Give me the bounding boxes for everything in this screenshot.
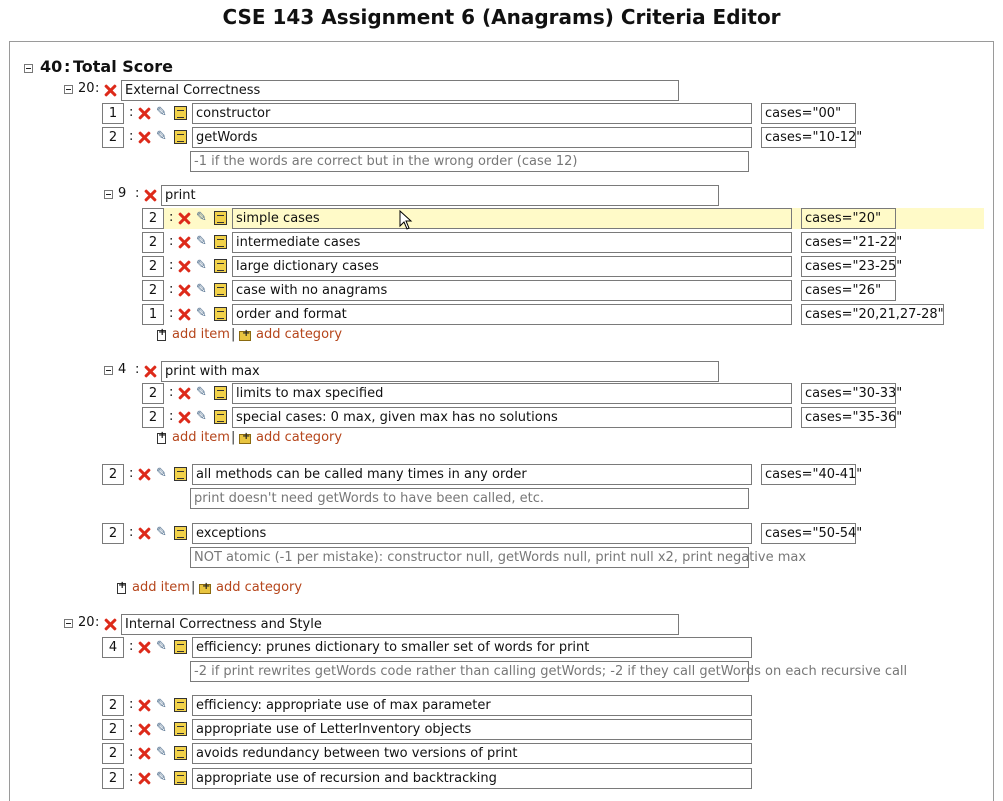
item-points-field[interactable]: 2: [142, 232, 164, 253]
item-description-field[interactable]: exceptions: [192, 523, 752, 544]
edit-item-icon[interactable]: ✎: [196, 258, 207, 273]
category-points: 4: [118, 362, 127, 377]
delete-item-icon[interactable]: [138, 723, 151, 736]
colon: :: [129, 770, 134, 785]
total-points: 40: [40, 57, 63, 76]
add-category-link[interactable]: add category: [256, 430, 343, 445]
item-description-field[interactable]: appropriate use of recursion and backtracking: [192, 768, 752, 789]
delete-category-icon[interactable]: [144, 189, 157, 202]
collapse-toggle-icon[interactable]: [64, 619, 73, 628]
add-category-icon[interactable]: [239, 331, 251, 341]
item-note-field[interactable]: -1 if the words are correct but in the wrong order (case 12): [190, 151, 749, 172]
delete-item-icon[interactable]: [178, 212, 191, 225]
add-note-icon[interactable]: [174, 106, 187, 120]
delete-item-icon[interactable]: [178, 411, 191, 424]
category-points: 20: [78, 81, 95, 96]
category-title-field[interactable]: External Correctness: [121, 80, 679, 101]
item-points-field[interactable]: 4: [102, 637, 124, 658]
add-note-icon[interactable]: [214, 211, 227, 225]
item-cases-field[interactable]: cases="35-36": [801, 407, 896, 428]
edit-item-icon[interactable]: ✎: [156, 525, 167, 540]
item-points-field[interactable]: 1: [142, 304, 164, 325]
delete-item-icon[interactable]: [138, 527, 151, 540]
colon: :: [129, 525, 134, 540]
colon: :: [129, 129, 134, 144]
delete-category-icon[interactable]: [104, 84, 117, 97]
item-description-field[interactable]: case with no anagrams: [232, 280, 792, 301]
item-points-field[interactable]: 2: [142, 383, 164, 404]
add-note-icon[interactable]: [174, 746, 187, 760]
colon: :: [135, 186, 140, 201]
item-cases-field[interactable]: cases="20": [801, 208, 896, 229]
add-category-icon[interactable]: [239, 434, 251, 444]
item-points-field[interactable]: 2: [142, 407, 164, 428]
edit-item-icon[interactable]: ✎: [156, 466, 167, 481]
item-description-field[interactable]: special cases: 0 max, given max has no solutions: [232, 407, 792, 428]
add-item-icon[interactable]: [157, 330, 166, 341]
item-points-field[interactable]: 2: [142, 256, 164, 277]
delete-item-icon[interactable]: [178, 236, 191, 249]
item-points-field[interactable]: 2: [102, 695, 124, 716]
add-note-icon[interactable]: [214, 235, 227, 249]
link-separator: |: [191, 580, 196, 595]
edit-item-icon[interactable]: ✎: [196, 210, 207, 225]
collapse-toggle-icon[interactable]: [104, 190, 113, 199]
item-cases-field[interactable]: cases="40-41": [761, 464, 856, 485]
delete-item-icon[interactable]: [138, 699, 151, 712]
delete-item-icon[interactable]: [138, 107, 151, 120]
colon: :: [169, 409, 174, 424]
add-note-icon[interactable]: [174, 130, 187, 144]
delete-item-icon[interactable]: [138, 747, 151, 760]
colon: :: [129, 639, 134, 654]
delete-item-icon[interactable]: [178, 260, 191, 273]
item-cases-field[interactable]: cases="00": [761, 103, 856, 124]
colon: :: [169, 282, 174, 297]
add-item-link[interactable]: add item: [172, 430, 230, 445]
item-cases-field[interactable]: cases="26": [801, 280, 896, 301]
item-description-field[interactable]: efficiency: prunes dictionary to smaller set of words for print: [192, 637, 752, 658]
item-description-field[interactable]: all methods can be called many times in any order: [192, 464, 752, 485]
item-points-field[interactable]: 2: [102, 523, 124, 544]
item-points-field[interactable]: 2: [142, 280, 164, 301]
delete-item-icon[interactable]: [138, 468, 151, 481]
collapse-toggle-icon[interactable]: [104, 366, 113, 375]
edit-item-icon[interactable]: ✎: [196, 234, 207, 249]
link-separator: |: [231, 430, 236, 445]
mouse-cursor-icon: [399, 210, 413, 230]
edit-item-icon[interactable]: ✎: [196, 409, 207, 424]
item-description-field[interactable]: avoids redundancy between two versions of print: [192, 743, 752, 764]
colon: :: [129, 697, 134, 712]
add-category-link[interactable]: add category: [256, 327, 343, 342]
item-cases-field[interactable]: cases="21-22": [801, 232, 896, 253]
item-description-field[interactable]: limits to max specified: [232, 383, 792, 404]
collapse-toggle-icon[interactable]: [64, 85, 73, 94]
add-item-link[interactable]: add item: [172, 327, 230, 342]
colon: :: [169, 234, 174, 249]
edit-item-icon[interactable]: ✎: [196, 385, 207, 400]
add-note-icon[interactable]: [174, 640, 187, 654]
delete-item-icon[interactable]: [178, 387, 191, 400]
colon: :: [169, 306, 174, 321]
colon: :: [129, 466, 134, 481]
add-item-icon[interactable]: [117, 583, 126, 594]
item-description-field[interactable]: getWords: [192, 127, 752, 148]
page-title: CSE 143 Assignment 6 (Anagrams) Criteria Editor: [222, 5, 781, 29]
item-description-field[interactable]: constructor: [192, 103, 752, 124]
item-points-field[interactable]: 2: [142, 208, 164, 229]
add-category-link[interactable]: add category: [216, 580, 303, 595]
item-points-field[interactable]: 2: [102, 127, 124, 148]
item-cases-field[interactable]: cases="10-12": [761, 127, 856, 148]
colon: :: [95, 615, 100, 630]
add-note-icon[interactable]: [174, 771, 187, 785]
item-note-field[interactable]: NOT atomic (-1 per mistake): constructor null, getWords null, print null x2, print negative max: [190, 547, 749, 568]
item-note-field[interactable]: print doesn't need getWords to have been called, etc.: [190, 488, 749, 509]
add-note-icon[interactable]: [174, 698, 187, 712]
add-category-icon[interactable]: [199, 584, 211, 594]
colon: :: [169, 258, 174, 273]
add-note-icon[interactable]: [174, 526, 187, 540]
delete-item-icon[interactable]: [138, 131, 151, 144]
collapse-toggle-icon[interactable]: [24, 64, 33, 73]
add-note-icon[interactable]: [214, 283, 227, 297]
colon: :: [169, 210, 174, 225]
item-description-field[interactable]: order and format: [232, 304, 792, 325]
category-points: 9: [118, 186, 127, 201]
item-cases-field[interactable]: cases="23-25": [801, 256, 896, 277]
item-points-field[interactable]: 2: [102, 719, 124, 740]
link-separator: |: [231, 327, 236, 342]
item-cases-field[interactable]: cases="50-54": [761, 523, 856, 544]
colon: :: [129, 745, 134, 760]
delete-item-icon[interactable]: [178, 308, 191, 321]
colon: :: [129, 721, 134, 736]
add-note-icon[interactable]: [174, 467, 187, 481]
total-label: Total Score: [73, 57, 174, 76]
item-description-field[interactable]: simple cases: [232, 208, 792, 229]
total-colon: :: [64, 57, 71, 76]
add-note-icon[interactable]: [214, 307, 227, 321]
category-title-field[interactable]: print: [161, 185, 719, 206]
item-description-field[interactable]: efficiency: appropriate use of max parameter: [192, 695, 752, 716]
add-item-icon[interactable]: [157, 433, 166, 444]
edit-item-icon[interactable]: ✎: [196, 282, 207, 297]
item-points-field[interactable]: 1: [102, 103, 124, 124]
edit-item-icon[interactable]: ✎: [156, 639, 167, 654]
edit-item-icon[interactable]: ✎: [156, 745, 167, 760]
colon: :: [169, 385, 174, 400]
delete-category-icon[interactable]: [104, 618, 117, 631]
item-note-field[interactable]: -2 if print rewrites getWords code rather than calling getWords; -2 if they call getWords on each recursive call: [190, 661, 749, 682]
add-note-icon[interactable]: [174, 722, 187, 736]
edit-item-icon[interactable]: ✎: [156, 721, 167, 736]
delete-category-icon[interactable]: [144, 365, 157, 378]
edit-item-icon[interactable]: ✎: [156, 697, 167, 712]
add-note-icon[interactable]: [214, 386, 227, 400]
add-note-icon[interactable]: [214, 410, 227, 424]
delete-item-icon[interactable]: [138, 772, 151, 785]
category-title-field[interactable]: print with max: [161, 361, 719, 382]
add-item-link[interactable]: add item: [132, 580, 190, 595]
item-description-field[interactable]: large dictionary cases: [232, 256, 792, 277]
edit-item-icon[interactable]: ✎: [156, 129, 167, 144]
colon: :: [129, 105, 134, 120]
category-points: 20: [78, 615, 95, 630]
item-cases-field[interactable]: cases="20,21,27-28": [801, 304, 944, 325]
item-points-field[interactable]: 2: [102, 464, 124, 485]
edit-item-icon[interactable]: ✎: [156, 105, 167, 120]
add-note-icon[interactable]: [214, 259, 227, 273]
edit-item-icon[interactable]: ✎: [156, 770, 167, 785]
delete-item-icon[interactable]: [178, 284, 191, 297]
colon: :: [135, 362, 140, 377]
item-points-field[interactable]: 2: [102, 768, 124, 789]
item-description-field[interactable]: intermediate cases: [232, 232, 792, 253]
colon: :: [95, 81, 100, 96]
edit-item-icon[interactable]: ✎: [196, 306, 207, 321]
item-cases-field[interactable]: cases="30-33": [801, 383, 896, 404]
item-description-field[interactable]: appropriate use of LetterInventory objects: [192, 719, 752, 740]
delete-item-icon[interactable]: [138, 641, 151, 654]
category-title-field[interactable]: Internal Correctness and Style: [121, 614, 679, 635]
item-points-field[interactable]: 2: [102, 743, 124, 764]
